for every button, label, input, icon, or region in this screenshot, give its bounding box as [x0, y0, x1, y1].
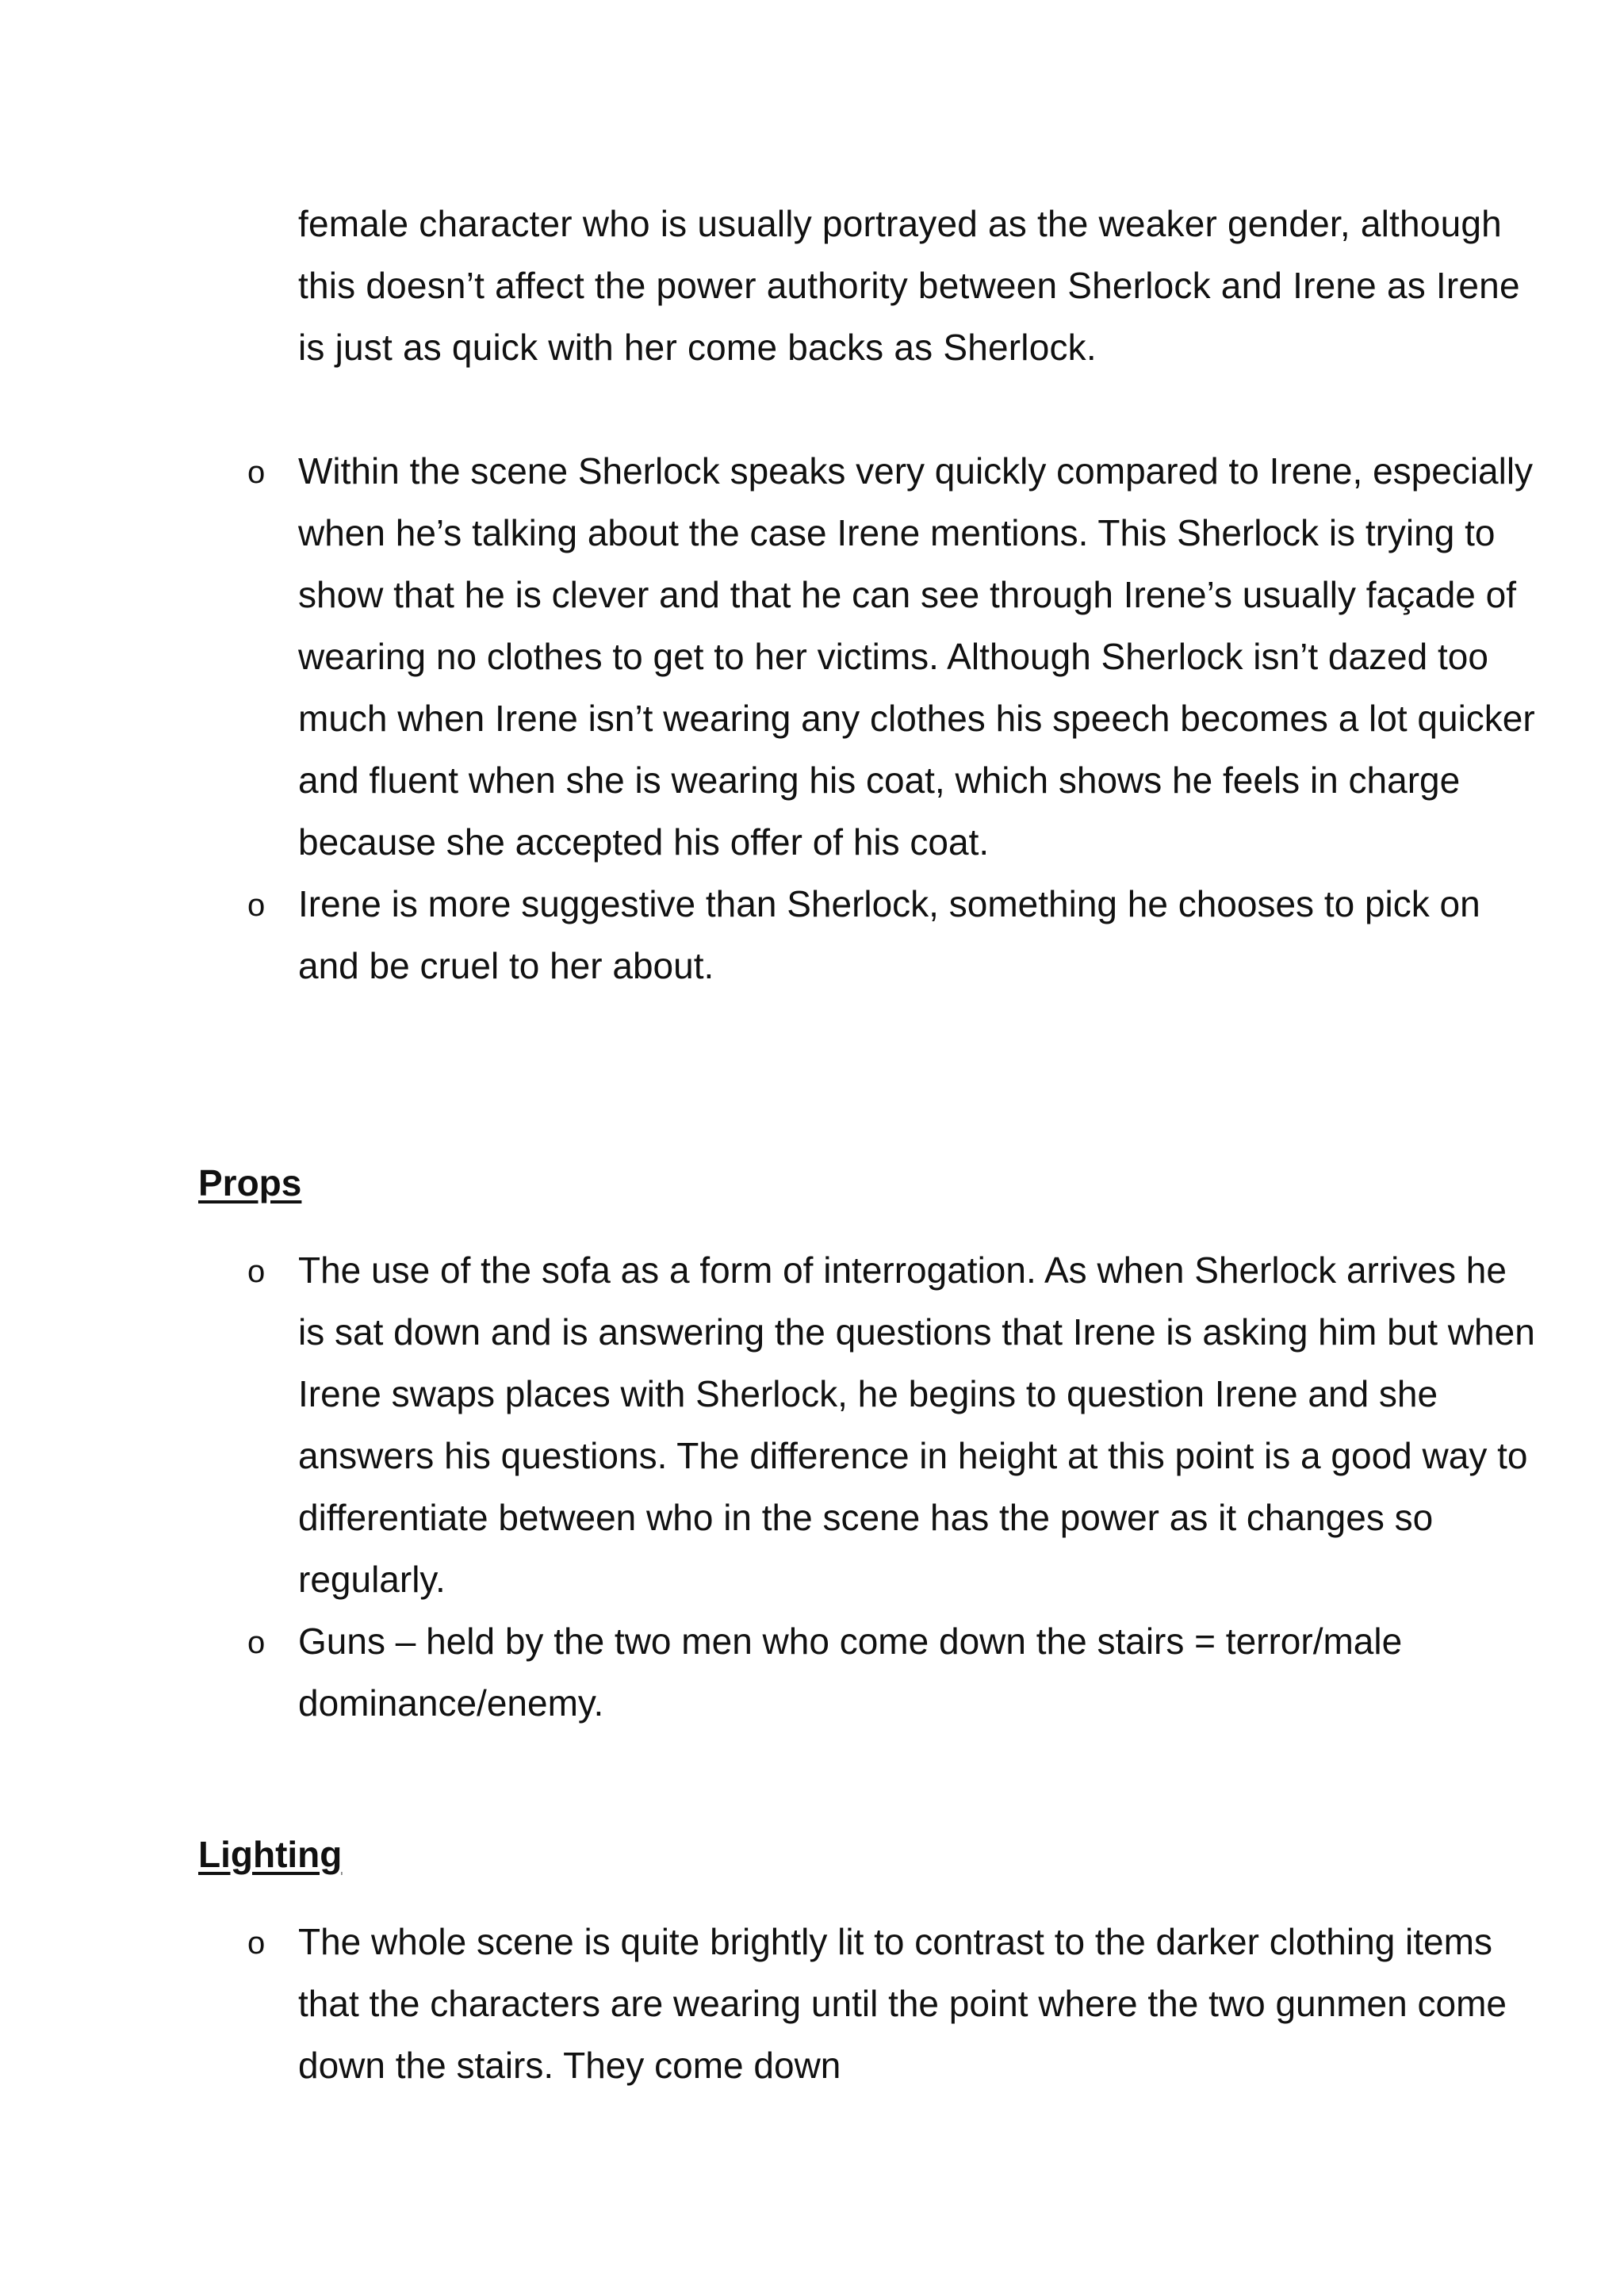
- bullet-marker: o: [247, 1926, 266, 1961]
- lighting-list: [198, 1911, 1535, 2096]
- bullet-list-a: [198, 440, 1535, 997]
- list-item-text: Irene is more suggestive than Sherlock, something he chooses to pick on and be cruel to her about.: [298, 883, 1480, 986]
- intro-paragraph: female character who is usually portrayed as the weaker gender, although this doesn’t affect the power authority between Sherlock and Irene as Irene is just as quick with her come backs as Sherlock.: [298, 203, 1520, 368]
- list-item: [198, 440, 1535, 873]
- bullet-marker: o: [247, 1625, 266, 1660]
- props-heading: Props: [198, 1162, 302, 1203]
- list-item-text: Guns – held by the two men who come down the stairs = terror/male dominance/enemy.: [298, 1621, 1403, 1724]
- lighting-heading: Lighting: [198, 1834, 343, 1875]
- bullet-marker: o: [247, 888, 266, 923]
- bullet-marker: o: [247, 1254, 266, 1289]
- list-item: [198, 1239, 1535, 1610]
- props-list: [198, 1239, 1535, 1734]
- list-item: [198, 1610, 1535, 1734]
- list-item: [198, 1911, 1535, 2096]
- list-item-text: The use of the sofa as a form of interrogation. As when Sherlock arrives he is sat down and is answering the questions that Irene is asking him but when Irene swaps places with Sherlock, he begins to question Irene and she answers his questions. The difference in height at this point is a good way to differentiate between who in the scene has the power as it changes so regularly.: [298, 1249, 1535, 1600]
- bullet-marker: o: [247, 455, 266, 490]
- list-item-text: The whole scene is quite brightly lit to contrast to the darker clothing items that the characters are wearing until the point where the two gunmen come down the stairs. They come down: [298, 1921, 1507, 2086]
- list-item: [198, 873, 1535, 997]
- list-item-text: Within the scene Sherlock speaks very quickly compared to Irene, especially when he’s talking about the case Irene mentions. This Sherlock is trying to show that he is clever and that he can see through Irene’s usually façade of wearing no clothes to get to her victims. Although Sherlock isn’t dazed too much when Irene isn’t wearing any clothes his speech becomes a lot quicker and fluent when she is wearing his coat, which shows he feels in charge because she accepted his offer of his coat.: [298, 450, 1535, 863]
